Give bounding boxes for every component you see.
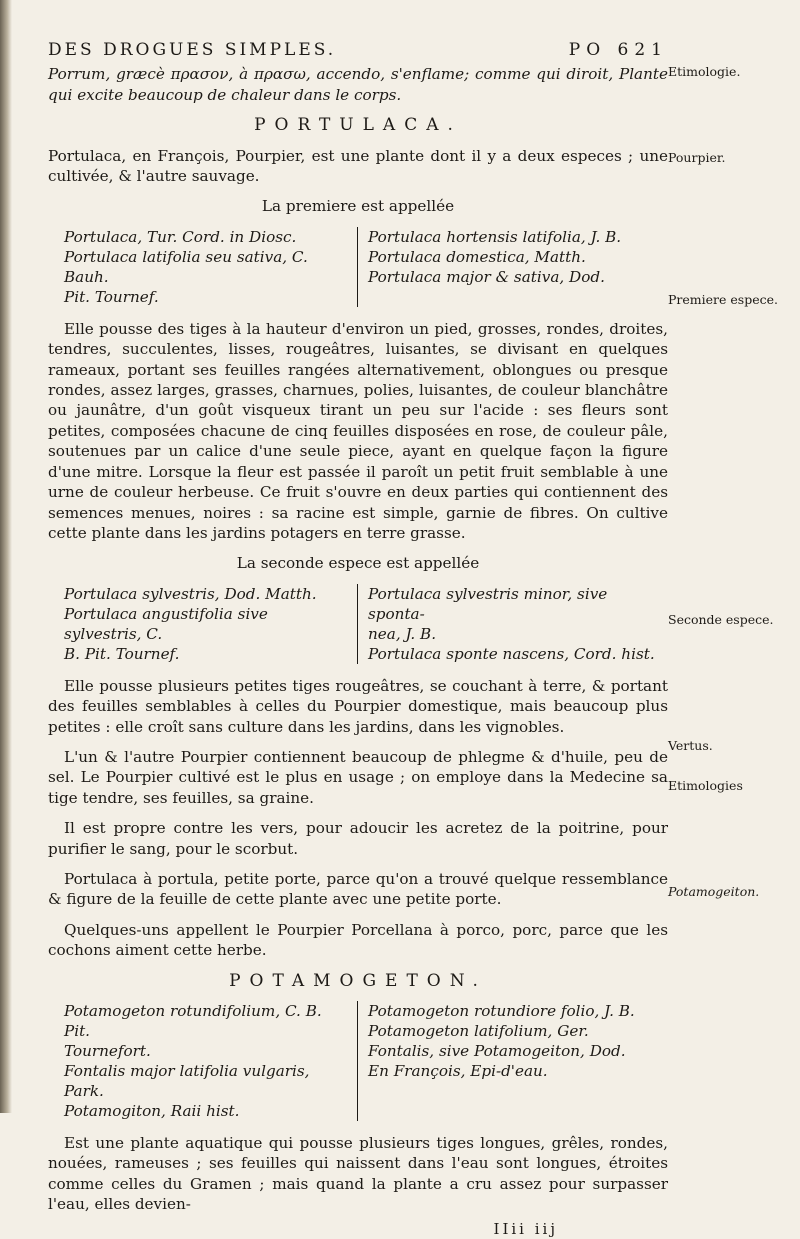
synonym-entry: Potamogiton, Raii hist. <box>64 1102 240 1120</box>
synonym-entry: Portulaca sponte nascens, Cord. hist. <box>368 644 655 663</box>
intro-paragraph: Porrum, græcè πρασον, à πρασω, accendo, s'enflame; comme qui diroit, Plante qui excite beaucoup de chaleur dans le corps. <box>48 65 668 104</box>
synonyms-left-column <box>48 584 358 664</box>
first-species-label: La premiere est appellée <box>261 197 455 216</box>
running-header <box>48 40 668 60</box>
section-code: PO <box>568 40 607 60</box>
margin-note-virtues: Vertus. <box>668 738 713 753</box>
synonym-entry: En François, Epi-d'eau. <box>368 1062 548 1080</box>
synonym-entry: Fontalis major latifolia vulgaris, Park. <box>64 1062 310 1100</box>
second-species-description: Elle pousse plusieurs petites tiges rougeâtres, se couchant à terre, & portant des feuilles semblables à celles du Pourpier domestique, mais beaucoup plus petites : elle croît sans culture dans les jardins, dans les vignobles. <box>48 676 668 736</box>
synonym-entry: Portulaca sylvestris, Dod. Matth. <box>64 584 317 603</box>
margin-note-potamogeton: Potamogeiton. <box>668 884 760 899</box>
synonym-entry: Portulaca angustifolia sive sylvestris, C. <box>64 604 268 643</box>
synonym-entry: Tournefort. <box>64 1042 151 1060</box>
synonym-entry: Portulaca major & sativa, Dod. <box>368 267 605 286</box>
portulaca-opening: Portulaca, en François, Pourpier, est une plante dont il y a deux especes ; une cultivée, & l'autre sauvage. <box>48 146 668 186</box>
synonym-entry: B. Pit. Tournef. <box>64 644 180 663</box>
second-species-label: La seconde espece est appellée <box>236 554 480 573</box>
synonym-entry: Portulaca latifolia seu sativa, C. Bauh. <box>64 247 308 286</box>
page-body <box>48 40 668 1239</box>
margin-note-pourpier: Pourpier. <box>668 150 726 165</box>
synonym-entry: Potamogeton latifolium, Ger. <box>368 1022 589 1040</box>
page-number: 621 <box>617 40 668 60</box>
margin-note-etymology: Etimologie. <box>668 64 741 79</box>
virtues-paragraph-1: L'un & l'autre Pourpier contiennent beaucoup de phlegme & d'huile, peu de sel. Le Pourpier cultivé est le plus en usage ; on employe dans la Medecine sa tige tendre, ses feuilles, sa graine. <box>48 747 668 807</box>
section-title-potamogeton: POTAMOGETON. <box>229 970 487 991</box>
synonym-entry: nea, J. B. <box>368 624 437 643</box>
synonym-entry: Portulaca domestica, Matth. <box>368 247 586 266</box>
synonym-entry: Portulaca, Tur. Cord. in Diosc. <box>64 227 297 246</box>
synonym-entry: Pit. Tournef. <box>64 287 159 306</box>
synonyms-second-species <box>48 584 668 664</box>
book-spine-shadow <box>0 0 12 1113</box>
synonym-entry: Portulaca hortensis latifolia, J. B. <box>368 227 622 246</box>
margin-note-etymologies: Etimologies <box>668 778 743 793</box>
section-title-portulaca: PORTULACA. <box>254 115 462 136</box>
signature-mark: IIii iij <box>493 1219 558 1238</box>
potamogeton-description: Est une plante aquatique qui pousse plusieurs tiges longues, grêles, rondes, nouées, rameuses ; ses feuilles qui naissent dans l'eau sont longues, étroites comme celles du Gramen ; mais quand la plante a cru assez pour surpasser l'eau, elles devien- <box>48 1134 668 1214</box>
first-species-description: Elle pousse des tiges à la hauteur d'environ un pied, grosses, rondes, droites, tendres, succulentes, lisses, rougeâtres, luisantes, se divisant en quelques rameaux, portant ses feuilles rangées alternativement, oblongues ou presque rondes, assez larges, grasses, charnues, polies, luisantes, de couleur blanchâtre ou jaunâtre, d'un goût visqueux tirant un peu sur l'acide : ses fleurs sont petites, composées chacune de cinq feuilles disposées en rose, de couleur pâle, soutenues par un calice d'une seule piece, ayant en quelque façon la figure d'une mitre. Lorsque la fleur est passée il paroît un petit fruit semblable à une urne de couleur herbeuse. Ce fruit s'ouvre en deux parties qui contiennent des semences menues, noires : sa racine est simple, garnie de fibres. On cultive cette plante dans les jardins potagers en terre grasse. <box>48 319 668 542</box>
margin-note-first-species: Premiere espece. <box>668 292 778 307</box>
synonym-entry: Potamogeton rotundifolium, C. B. Pit. <box>64 1002 322 1040</box>
synonyms-left-column <box>48 227 358 307</box>
synonyms-first-species <box>48 227 668 307</box>
synonym-entry: Fontalis, sive Potamogeiton, Dod. <box>368 1042 626 1060</box>
margin-note-second-species: Seconde espece. <box>668 612 774 627</box>
synonyms-right-column <box>358 1001 668 1121</box>
running-title: DES DROGUES SIMPLES. <box>48 40 337 60</box>
synonym-entry: Potamogeton rotundiore folio, J. B. <box>368 1002 635 1020</box>
synonyms-potamogeton <box>48 1001 668 1121</box>
virtues-paragraph-2: Il est propre contre les vers, pour adoucir les acretez de la poitrine, pour purifier le sang, pour le scorbut. <box>48 819 668 858</box>
etymology-paragraph-2: Quelques-uns appellent le Pourpier Porcellana à porco, porc, parce que les cochons aiment cette herbe. <box>48 920 668 960</box>
etymology-paragraph: Portulaca à portula, petite porte, parce qu'on a trouvé quelque ressemblance & figure de la feuille de cette plante avec une petite porte. <box>48 869 668 909</box>
synonyms-left-column <box>48 1001 358 1121</box>
synonyms-right-column <box>358 584 668 664</box>
synonym-entry: Portulaca sylvestris minor, sive sponta- <box>368 584 608 623</box>
synonyms-right-column <box>358 227 668 307</box>
